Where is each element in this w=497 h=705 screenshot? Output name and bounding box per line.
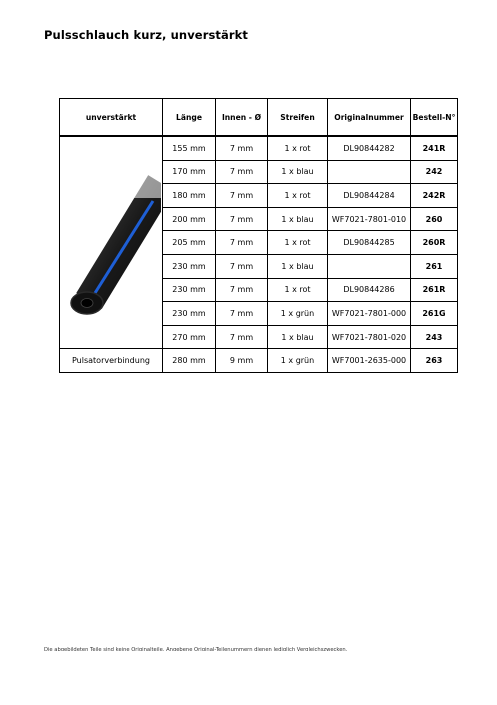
cell-originalnummer: DL90844285 xyxy=(328,231,411,255)
cell-laenge: 200 mm xyxy=(163,207,216,231)
cell-streifen: 1 x rot xyxy=(268,278,328,302)
cell-bezeichnung: Pulsatorverbindung xyxy=(60,349,163,373)
cell-innen: 7 mm xyxy=(216,254,268,278)
header-streifen: Streifen xyxy=(268,99,328,137)
cell-originalnummer xyxy=(328,254,411,278)
cell-innen: 7 mm xyxy=(216,278,268,302)
cell-laenge: 230 mm xyxy=(163,278,216,302)
cell-streifen: 1 x rot xyxy=(268,184,328,208)
cell-laenge: 270 mm xyxy=(163,325,216,349)
cell-innen: 9 mm xyxy=(216,349,268,373)
cell-laenge: 230 mm xyxy=(163,254,216,278)
cell-innen: 7 mm xyxy=(216,302,268,326)
cell-bestellnummer: 260 xyxy=(411,207,458,231)
cell-bestellnummer: 263 xyxy=(411,349,458,373)
cell-bestellnummer: 242 xyxy=(411,160,458,184)
table-row xyxy=(60,136,458,160)
cell-streifen: 1 x grün xyxy=(268,349,328,373)
footer-disclaimer: Die abgebildeten Teile sind keine Originalteile. Angebene Original-Teilenummern dienen lediglich Vergleichszwecken. xyxy=(44,647,348,651)
cell-innen: 7 mm xyxy=(216,160,268,184)
cell-originalnummer: DL90844286 xyxy=(328,278,411,302)
cell-streifen: 1 x rot xyxy=(268,136,328,160)
cell-originalnummer: DL90844284 xyxy=(328,184,411,208)
page-title: Pulsschlauch kurz, unverstärkt xyxy=(44,28,248,42)
parts-table xyxy=(59,98,458,373)
cell-innen: 7 mm xyxy=(216,207,268,231)
cell-bestellnummer: 242R xyxy=(411,184,458,208)
cell-originalnummer: WF7001-2635-000 xyxy=(328,349,411,373)
cell-originalnummer xyxy=(328,160,411,184)
cell-streifen: 1 x blau xyxy=(268,207,328,231)
cell-laenge: 205 mm xyxy=(163,231,216,255)
cell-innen: 7 mm xyxy=(216,231,268,255)
cell-laenge: 180 mm xyxy=(163,184,216,208)
product-image-cell xyxy=(60,136,163,349)
cell-streifen: 1 x blau xyxy=(268,160,328,184)
cell-originalnummer: WF7021-7801-020 xyxy=(328,325,411,349)
cell-bestellnummer: 261 xyxy=(411,254,458,278)
cell-laenge: 155 mm xyxy=(163,136,216,160)
table-row xyxy=(60,349,458,373)
cell-streifen: 1 x rot xyxy=(268,231,328,255)
cell-originalnummer: WF7021-7801-010 xyxy=(328,207,411,231)
hose-icon xyxy=(61,143,161,343)
cell-laenge: 170 mm xyxy=(163,160,216,184)
cell-bestellnummer: 241R xyxy=(411,136,458,160)
header-unverstaerkt: unverstärkt xyxy=(60,99,163,137)
cell-innen: 7 mm xyxy=(216,184,268,208)
header-innen: Innen - Ø xyxy=(216,99,268,137)
header-originalnummer: Originalnummer xyxy=(328,99,411,137)
cell-originalnummer: DL90844282 xyxy=(328,136,411,160)
cell-bestellnummer: 261G xyxy=(411,302,458,326)
cell-streifen: 1 x blau xyxy=(268,254,328,278)
cell-laenge: 230 mm xyxy=(163,302,216,326)
cell-innen: 7 mm xyxy=(216,136,268,160)
header-laenge: Länge xyxy=(163,99,216,137)
cell-laenge: 280 mm xyxy=(163,349,216,373)
table-header-row xyxy=(60,99,458,137)
cell-streifen: 1 x blau xyxy=(268,325,328,349)
cell-bestellnummer: 260R xyxy=(411,231,458,255)
cell-bestellnummer: 243 xyxy=(411,325,458,349)
header-bestellnummer: Bestell-N° xyxy=(411,99,458,137)
cell-bestellnummer: 261R xyxy=(411,278,458,302)
cell-streifen: 1 x grün xyxy=(268,302,328,326)
cell-innen: 7 mm xyxy=(216,325,268,349)
cell-originalnummer: WF7021-7801-000 xyxy=(328,302,411,326)
